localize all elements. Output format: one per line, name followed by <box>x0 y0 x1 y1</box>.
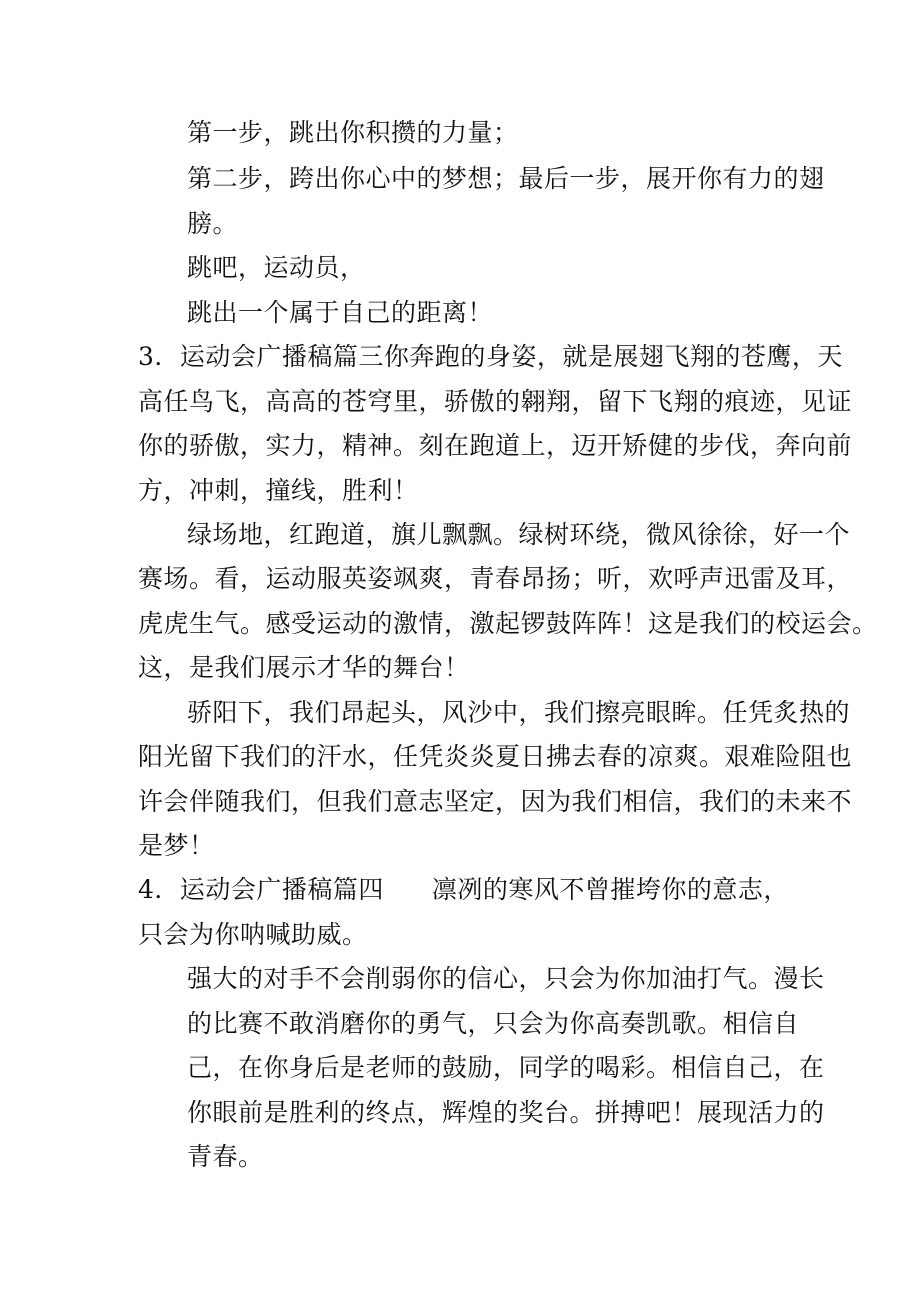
field-paragraph-line: 虎虎生气。感受运动的激情，激起锣鼓阵阵！这是我们的校运会。 <box>138 609 878 638</box>
section4-heading-rest: 凛冽的寒风不曾摧垮你的意志， <box>431 875 789 904</box>
section4-body-line: 你眼前是胜利的终点，辉煌的奖台。拼搏吧！展现活力的 <box>187 1098 825 1127</box>
section4-body-line: 强大的对手不会削弱你的信心，只会为你加油打气。漫长 <box>187 964 825 993</box>
section3-line: 你的骄傲，实力，精神。刻在跑道上，迈开矫健的步伐，奔向前 <box>138 431 853 460</box>
section4-heading: 4．运动会广播稿篇四 <box>138 875 384 904</box>
sun-paragraph-line: 阳光留下我们的汗水，任凭炎炎夏日拂去春的凉爽。艰难险阻也 <box>138 742 853 771</box>
sun-paragraph-line: 骄阳下，我们昂起头，风沙中，我们擦亮眼眸。任凭炙热的 <box>187 698 851 727</box>
poem-line: 第一步，跳出你积攒的力量； <box>187 118 519 147</box>
field-paragraph-line: 这，是我们展示才华的舞台！ <box>138 653 470 682</box>
poem-line: 跳吧，运动员， <box>187 253 366 282</box>
section4-body-line: 的比赛不敢消磨你的勇气，只会为你高奏凯歌。相信自 <box>187 1009 800 1038</box>
field-paragraph-line: 赛场。看，运动服英姿飒爽，青春昂扬；听，欢呼声迅雷及耳， <box>138 564 853 593</box>
section4-body-line: 己，在你身后是老师的鼓励，同学的喝彩。相信自己，在 <box>187 1053 825 1082</box>
sun-paragraph-line: 许会伴随我们，但我们意志坚定，因为我们相信，我们的未来不 <box>138 787 853 816</box>
section3-line: 高任鸟飞，高高的苍穹里，骄傲的翱翔，留下飞翔的痕迹，见证 <box>138 387 853 416</box>
poem-line: 第二步，跨出你心中的梦想；最后一步，展开你有力的翅 <box>187 164 825 193</box>
sun-paragraph-line: 是梦！ <box>138 831 215 860</box>
section3-line: 3．运动会广播稿篇三你奔跑的身姿，就是展翅飞翔的苍鹰，天 <box>138 342 843 371</box>
poem-line: 跳出一个属于自己的距离！ <box>187 298 494 327</box>
section3-line: 方，冲刺，撞线，胜利！ <box>138 476 419 505</box>
poem-line: 膀。 <box>187 209 239 238</box>
section4-line: 只会为你呐喊助威。 <box>138 920 368 949</box>
section4-body-line: 青春。 <box>187 1142 264 1171</box>
field-paragraph-line: 绿场地，红跑道，旗儿飘飘。绿树环绕，微风徐徐，好一个 <box>187 520 851 549</box>
section4-heading-line <box>138 873 789 907</box>
